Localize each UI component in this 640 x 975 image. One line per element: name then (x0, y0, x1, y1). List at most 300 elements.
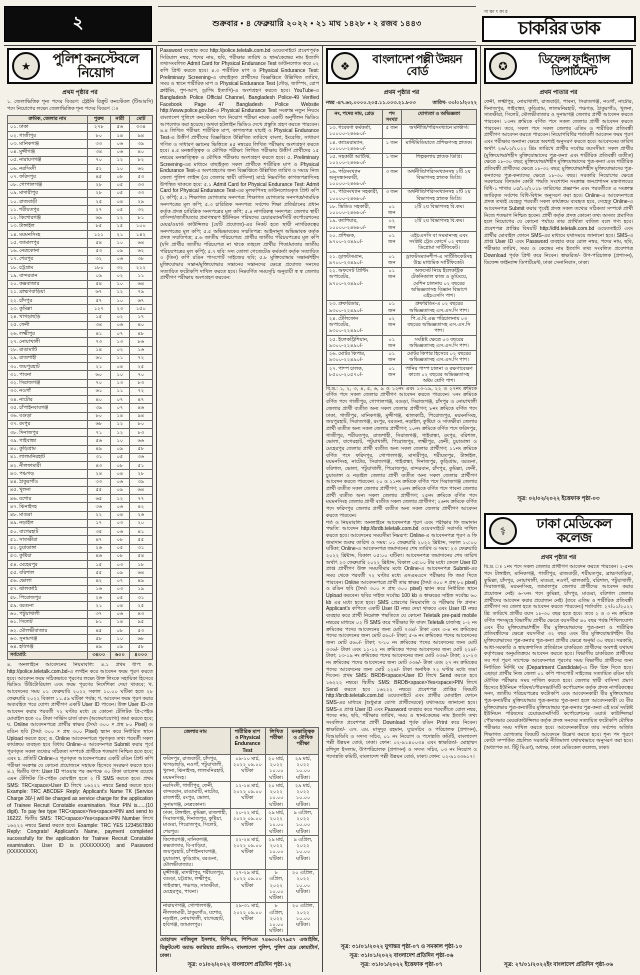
table-cell: ১৭. পরিসংখ্যান সহকারী, ১০০০০-২৪৬৮০/- (327, 188, 383, 203)
table-cell: ০৮ (110, 627, 129, 635)
table-row (8, 330, 153, 338)
table-cell: ০৫ (110, 181, 129, 189)
defence-continued: প্রথম পাতার পর (539, 90, 578, 96)
table-cell: ৩৯ (87, 404, 110, 412)
table-row (8, 544, 153, 552)
table-cell: ২৯ মার্চ, ২০২২ ১০.০০ ঘটিকা। (288, 755, 319, 782)
table-row (8, 148, 153, 156)
table-cell: ৩৯ (129, 140, 152, 148)
table-cell: ৫৩ (87, 247, 110, 255)
table-cell: ৯ এপ্রিল, ২০২২ ১০.০০ ঘটিকা। (288, 836, 319, 869)
table-row (8, 602, 153, 610)
table-header-cell: ক্রমিক, জেলার নাম (8, 115, 88, 123)
table-header-cell: জেলার নাম (161, 728, 231, 755)
defence-ad-header (484, 48, 633, 84)
brdb-memo-date: তারিখ- ৩০/০১/২০২২ (432, 100, 477, 106)
masthead-block (482, 6, 636, 42)
table-cell: ০৬ (110, 148, 129, 156)
table-cell: ৮৩ (129, 379, 152, 387)
table-row (8, 321, 153, 329)
table-header-cell: শারীরিক মাপ ও Physical Endurance Test (230, 728, 265, 755)
table-cell: ৬৩. সুনামগঞ্জ (8, 635, 88, 643)
table-cell: ৪২. নীলফামারী (8, 462, 88, 470)
table-cell: ০৫ (110, 453, 129, 461)
police-source: সূত্র: ০১/০২/২০২২ বাংলাদেশ প্রতিদিন পৃষ্ঠা-১২ (187, 962, 292, 968)
table-cell: ৩৪০০ (87, 651, 110, 659)
table-cell: ১২ (110, 156, 129, 164)
table-cell: ৭১ (87, 429, 110, 437)
police-continuation-text: Password ব্যবহার করে http://police.teletalk.com.bd ওয়েবসাইটে প্রবেশপূর্বক সিরিয়াল নম্বর, পদের নাম, ছবি, পরীক্ষার তারিখ ও স্থান/কেন্দ্রের নাম ইত্যাদি তথ্যসংবলিত Admit Card for Physical Endurance Test ডাউনলোড করে ০২ কপি প্রিন্ট করতে হবে। ৪.৩ শারীরিক মাপ ও Physical Endurance Test: Preliminary Screening-এ বাছাইকৃত প্রার্থীদের বিজ্ঞপ্তিতে উল্লিখিত তারিখ, সময় ও স্থানে শারীরিক মাপ ও Physical Endurance Test (দৌড়, জাম্পিং, রোপ ক্লাইমিং, পুশ-আপ, ড্রাগিং ইত্যাদি)-এ অংশগ্রহণ করতে হবে। YouTube-এ Bangladesh Police Official Channel, Bangladesh Police-49 Verified Facebook Page 47 Bangladesh Police Website http://www.police.gov.bd-এ Physical Endurance Test সংক্রান্ত নতুন নিয়মে বাংলাদেশ পুলিশে কনস্টেবল পদে নিয়োগ পরীক্ষা নামক একটি অনুশীলন ভিডিও আপলোড করা হয়েছে। অথবা হটলাইন ভিডিও দেখে প্রস্তুতি গ্রহণ করতে পারবেন। ৪.৪ লিখিত পরীক্ষা: শারীরিক মাপ, কাগজপত্র যাচাই ও Physical Endurance Test-এ উত্তীর্ণ প্রার্থীদের বিজ্ঞপ্তিতে উল্লিখিত তারিখে বাংলা, ইংরেজি, সাধারণ গণিত ও সাধারণ জ্ঞানের ভিত্তিতে ৪৫ নম্বরের লিখিত পরীক্ষায় অংশগ্রহণ করতে হবে। ৪.৫ মনস্তাত্ত্বিক ও মৌখিক পরীক্ষা: লিখিত পরীক্ষায় উত্তীর্ণ প্রার্থীদের ১৫ নম্বরের মনস্তাত্ত্বিক ও মৌখিক পরীক্ষায় অংশগ্রহণ করতে হবে। ৫. Preliminary Screening-এর মাধ্যমে বাছাইকৃত সকল প্রার্থীকে শারীরিক মাপ ও Physical Endurance Test-এ অংশগ্রহণের জন্য বিজ্ঞপ্তিতে উল্লিখিত তারিখ ও সময়ে নিজ জেলা পুলিশ লাইন্স (যে জেলার স্থায়ী বাসিন্দা) মাঠে নিম্নবর্ণিত কাগজপত্রাদিসহ উপস্থিত থাকতে হবে: ৫.১ Admit Card for Physical Endurance Test: Admit Card for Physical Endurance Test-এর মূলকপিসহ ডাউনলোডকৃত প্রিন্ট কপি (২ কপি); ৫.২ শিক্ষাগত যোগ্যতার সনদপত্র: শিক্ষাগত যোগ্যতার সনদপত্র/সাময়িক সনদপত্রের মূল কপি; ৫.৩ চারিত্রিক সনদপত্র: সর্বশেষ শিক্ষা প্রতিষ্ঠানের প্রধান কর্তৃক প্রদত্ত চারিত্রিক সনদপত্রের মূল কপি; ৫.৪ নাগরিকত্ব সনদপত্র: জেলার স্থায়ী বাসিন্দা/জাতীয়তার প্রমাণস্বরূপ ইউনিয়ন পরিষদের চেয়ারম্যান/সিটি কর্পোরেশনের মেয়র/ওয়ার্ড কাউন্সিলর (যেটি প্রযোজ্য)-এর নিকট হতে স্থায়ী নাগরিকত্বের সনদপত্রের মূল কপি; ৫.৫ অভিভাবকের সম্মতিপত্র: আইনানুগ অভিভাবক কর্তৃক প্রদত্ত সম্মতিপত্র; ৫.৬ জাতীয় পরিচয়পত্র: প্রার্থীর জাতীয় পরিচয়পত্রের মূল কপি (যদি প্রার্থীর জাতীয় পরিচয়পত্র না থাকে তাহলে প্রার্থীর পিতা/মাতার জাতীয় পরিচয়পত্রের মূল কপি); ৫.৭ ছবি: সদ্য তোলা গেজেটেড কর্মকর্তা কর্তৃক সত্যায়িত ৩ (তিন) কপি রঙিন পাসপোর্ট সাইজের ছবি; ৫.৮ মুক্তিযোদ্ধার সন্তান/শহীদ মুক্তিযোদ্ধার সন্তান/মুক্তিযোদ্ধার সন্তানের সন্তানদের ক্ষেত্রে প্রযোজ্য সনদের সত্যায়িত ফটোকপি দাখিল করতে হবে। নিম্নবর্ণিত সময়সূচি অনুযায়ী স্ব স্ব জেলার প্রার্থীগণ পরীক্ষায় অংশগ্রহণ করবেন: (160, 48, 319, 282)
table-cell: ১৭ (129, 313, 152, 321)
table-cell: ০৮. গোপালগঞ্জ (8, 181, 88, 189)
table-cell: ১৭ (87, 519, 110, 527)
table-row (8, 610, 153, 618)
table-cell: ১০. রাজবাড়ী (8, 198, 88, 206)
table-cell: ৪৭. ঝিনাইদহ (8, 503, 88, 511)
table-cell: ৮৫ (87, 222, 110, 230)
table-cell: ১১ (129, 272, 152, 280)
table-cell: ৩৩ (87, 478, 110, 486)
table-cell: ৪৪. ঠাকুরগাঁও (8, 478, 88, 486)
table-cell: ৭২ (129, 387, 152, 395)
table-cell: ৫৭ (87, 297, 110, 305)
table-cell: ২১ (110, 231, 129, 239)
table-cell: ৬০. পটুয়াখালী (8, 610, 88, 618)
table-cell: ৭৭ (129, 495, 152, 503)
table-cell: ২১. ব্রাহ্মণবাড়িয়া (8, 288, 88, 296)
table-cell: ১৬. পরিসংখ্যান অনুসন্ধানকারী, ১০০০০-২৪৬৮০/- (327, 168, 383, 189)
table-cell: ৩৩ (129, 181, 152, 189)
table-cell: ২টি ২য় বিভাগসহ বি.কম। (402, 217, 477, 232)
table-cell: ২৫. ইলেকট্রিশিয়ান, ৯৩০০-২২৪৯০/- (327, 336, 383, 351)
table-cell: ৮৩ (129, 429, 152, 437)
table-cell: সংশ্লিষ্ট ক্ষেত্রে ০৩ বছরের অভিজ্ঞতাসহ এস.এস.সি পাশ। (402, 336, 477, 351)
table-cell: ৪২ (129, 503, 152, 511)
table-cell: ৪১ (87, 330, 110, 338)
table-cell: ১২ (110, 429, 129, 437)
table-cell: ০১ জন (382, 365, 402, 386)
table-cell: ৩৬ (129, 453, 152, 461)
table-cell: ২২ (87, 511, 110, 519)
table-row (8, 354, 153, 362)
table-cell: মোটর কিপার হিসেবে ০২ বছরের অভিজ্ঞতাসহ এস.এস.সি পাশ। (402, 350, 477, 365)
table-cell: ২০. কক্সবাজার (8, 280, 88, 288)
table-cell: ৮০ (87, 132, 110, 140)
table-cell: ৩০. জয়পুরহাট (8, 363, 88, 371)
table-cell: ০২ (110, 272, 129, 280)
table-cell: ৫৮ (129, 445, 152, 453)
table-header-cell: পদ সংখ্যা (382, 110, 402, 125)
table-cell: ৬৮ (129, 635, 152, 643)
table-cell: ০২ জন (382, 315, 402, 336)
table-cell: ৩৮ (129, 255, 152, 263)
table-cell: ১৮. চট্টগ্রাম (8, 264, 88, 272)
table-row (327, 188, 477, 203)
table-cell: ৭০ (87, 379, 110, 387)
brdb-source-2: সূত্র: ৩১/০১/২০২২ বাংলাদেশ প্রতিদিন পৃষ্ঠা-০৬ (349, 953, 454, 959)
table-cell: ০৮ (110, 536, 129, 544)
table-cell: ৫২. চুয়াডাঙ্গা (8, 544, 88, 552)
table-cell: ২৪. টেলিফোন অপারেটর, ৯৩০০-২২৪৯০/- (327, 315, 383, 336)
table-row (8, 264, 153, 272)
table-cell: ১০ (110, 239, 129, 247)
police-ad-header (7, 48, 153, 84)
table-cell: ২০-২২ মার্চ, ২০২২ ০৯.০০ ঘটিকা (230, 809, 265, 836)
brdb-logo-icon: ❖ (331, 52, 359, 80)
table-row (8, 511, 153, 519)
table-cell: ৫৮ (129, 643, 152, 651)
table-cell: ০৯ (110, 643, 129, 651)
table-cell: অফসেট নিয়ে ইলেকট্রিক টেকনিক্যাল কাজ ও ডুয়িংয়ে, মেশিন চালনায় ০২ বছরের অভিজ্ঞতাসহ বিজ্ঞান বিভাগে এইচএসসি পাশ। (402, 267, 477, 300)
table-cell: ৭০ (129, 371, 152, 379)
table-row (8, 247, 153, 255)
table-cell: ০৬ (110, 610, 129, 618)
table-cell: ২৫ (129, 363, 152, 371)
table-cell: ২৭-২৯ মার্চ, ২০২২ ০৯.০০ ঘটিকা (230, 869, 265, 902)
table-cell: ০৫. নারায়ণগঞ্জ (8, 156, 88, 164)
brdb-post-table (326, 109, 477, 386)
page-header (4, 6, 636, 42)
table-cell: ০৮ (110, 173, 129, 181)
table-row (8, 503, 153, 511)
table-cell: ০৪ (110, 198, 129, 206)
table-row (8, 420, 153, 428)
table-cell: ৮০ (129, 420, 152, 428)
table-cell: ৫৯. বরগুনা (8, 602, 88, 610)
table-row (8, 643, 153, 651)
table-cell: ৩৫. চাঁপাইনবাবগঞ্জ (8, 404, 88, 412)
table-cell: ৪১. লালমনিরহাট (8, 453, 88, 461)
table-cell: পি.এ.বি.এক্স পরিচালনায় ০৩ বছরের অভিজ্ঞতাসহ এস.এস.সি পাশ। (402, 315, 477, 336)
table-cell: ০২ (110, 346, 129, 354)
table-row (327, 232, 477, 253)
table-cell: ২২-২৪ মার্চ, ২০২২ ০৯.০০ ঘটিকা (230, 836, 265, 869)
dmc-body-text: বি.দ্র.ঃ ১নং পদে সকল জেলার প্রার্থীগণ আবেদন করতে পারবেন। ২-৫নং পদে টাঙ্গাইল, মানিকগঞ্জ, গাজীপুর, রাজবাড়ী, শরীয়তপুর, ব্রাহ্মণবাড়িয়া, কুমিল্লা, চাঁদপুর, নোয়াখালী, মাগুরা, নওগাঁ, ঝালকাঠি, বরিশাল, পটুয়াখালী, সিরাজগঞ্জ, ময়মনসিংহ, জামালপুর জেলার প্রার্থীদের আবেদন করার প্রয়োজন নেই। ৬-৭নং পদে কুমিল্লা, চাঁদপুর, মাগুরা, বরিশাল জেলার প্রার্থীদের আবেদন করার প্রয়োজন নেই। (তবে এতিম ও শারীরিক প্রতিবন্ধী প্রার্থীগণ সব জেলা হতে আবেদন করতে পারবেন।) শর্তাবলি: ২৭/০১/২০২২ খ্রি: তারিখে প্রার্থীর বয়স ১৮-৩০ বছর হতে হবে। তবে ২ ও ৩ নং ক্রমিকে বর্ণিত পদসমূহে বিভাগীয় প্রার্থীর ক্ষেত্রে বয়সসীমা ৪০ বছর পর্যন্ত শিথিলযোগ্য এবং বীর মুক্তিযোদ্ধা/শহীদ বীর মুক্তিযোদ্ধাদের পুত্র-কন্যা ও শারীরিক প্রতিবন্ধীদের ক্ষেত্রে বয়সসীমা ৩২ বছর এবং বীর মুক্তিযোদ্ধা/শহীদ বীর মুক্তিযোদ্ধাদের পুত্র-কন্যার পুত্র-কন্যা প্রার্থীর ক্ষেত্রে অনূর্ধ্ব ৩০ বছর। সরকারি, আধা-সরকারি ও স্বায়ত্তশাসিত প্রতিষ্ঠানে চাকরিরত প্রার্থীদের অবশ্যই যথাযথ কর্তৃপক্ষের অনুমতিক্রমে আবেদন করতে হবে। বিভাগীয় চাকরিরত প্রার্থীদের সব শর্ত পূরণ সাপেক্ষে আবেদনপত্র পূরণের সময় বিভাগীয় প্রার্থীদের জন্য নির্ধারিত নির্দিষ্ট ঘর (Department Candidate)-এ টিক চিহ্ন দিতে হবে। এছাড়া প্রার্থীর নিজ জেলা ০১ কপি পাসপোর্ট সাইজের সত্যায়িত রঙিন ছবি মৌখিক পরীক্ষার সময় দাখিল করতে হবে। জেলার স্থায়ী বাসিন্দা প্রমাণ হিসেবে ইউনিয়ন পরিষদ/পৌরসভা/সিটি কর্পোরেশন কর্তৃক প্রদত্ত নাগরিকত্বের সনদ, জাতীয় পরিচয়পত্রের ফটোকপি এবং আবেদনকারী বীর মুক্তিযোদ্ধার পুত্র-কন্যা/বীর মুক্তিযোদ্ধার পুত্র-কন্যার পুত্র-কন্যা হলে আবেদনকারী যে বীর মুক্তিযোদ্ধার পুত্র-কন্যা/বীর মুক্তিযোদ্ধার পুত্র-কন্যার পুত্র-কন্যা এই মর্মে সংশ্লিষ্ট ইউনিয়ন পরিষদের চেয়ারম্যান/সিটি কর্পোরেশনের ওয়ার্ড কাউন্সিলর/পৌরসভার মেয়র/কাউন্সিলর কর্তৃক প্রদত্ত সনদের সত্যায়িত ফটোকপি মৌখিক পরীক্ষার সময় দাখিল করতে হবে। আবেদনকারীকে তার সর্বশেষ অর্জিত শিক্ষাগত যোগ্যতার বিষয়টি আবেদনে উল্লেখ করতে হবে। শূন্য পদ পূরণে কোটা সম্পর্কিত প্রচলিত সরকারি নীতিমালা যথাযথভাবে অনুসরণ করা হবে। (অধ্যাপক ডা. টিটু মিঞা), অধ্যক্ষ, ঢাকা মেডিকেল কলেজ, ঢাকা। (484, 564, 633, 751)
table-cell: ২৬ (129, 511, 152, 519)
table-header-cell: লিখিত পরীক্ষা (265, 728, 288, 755)
table-cell: ৫৫. বরিশাল (8, 569, 88, 577)
table-cell: এইচএসসি বা সমমানসহ এবং সংশ্লিষ্ট ট্রেড কোর্সে ০২ বছরের ডিপ্লোমা সার্টিফিকেট। (402, 232, 477, 253)
table-cell: ০২ জন (382, 217, 402, 232)
table-cell: ৫৪ (129, 552, 152, 560)
table-cell: ৭৩ (87, 338, 110, 346)
table-row (8, 156, 153, 164)
table-cell: ২২. চাঁদপুর (8, 297, 88, 305)
table-cell: ০৫ (110, 206, 129, 214)
masthead-tagline (482, 9, 636, 16)
table-cell: ১০০ (129, 222, 152, 230)
table-cell: ১২১ (87, 231, 110, 239)
table-cell: নারায়ণগঞ্জ, গোপালগঞ্জ, নীলফামারী, ঠাকুরগাঁও, যশোর, নড়াইল, নোয়াখালী, বাগেরহাট, হবিগঞ্জ, জামালপুর। (161, 902, 231, 935)
defence-body-text: ফেনী, লক্ষ্মীপুর, নোয়াখালী, রাজবাড়ী, পাবনা, সিরাজগঞ্জ, নওগাঁ, নাটোর, দিনাজপুর, গাইবান্ধা, কুড়িগ্রাম, লালমনিরহাট, পঞ্চগড়, ঠাকুরগাঁও, খুলনা, সাতক্ষীরা, সিলেট, মৌলভীবাজার ও সুনামগঞ্জ জেলার প্রার্থী আবেদন করতে পারবেন। ১৩নং ক্রমিকে বর্ণিত পদে সকল জেলার প্রার্থী আবেদন করতে পারবেন। তবে, সকল পদে সকল জেলার এতিম ও শারীরিক প্রতিবন্ধী প্রার্থীগণ আবেদন করতে পারবেন। নিয়োগবিধির শর্তাবলী আবেদন ফরম পূরণ এবং পরীক্ষার অন্যান্য ক্ষেত্রে অবশ্যই অনুসরণ করতে হবে। আবেদনের তারিখ অর্থাৎ ২৬/০২/২০২২ খ্রিঃ তারিখে প্রার্থীর সর্বোচ্চ বয়সসীমা: সকল প্রার্থীর (মুক্তিযোদ্ধা/শহীদ মুক্তিযোদ্ধাদের পুত্র-কন্যা এবং শারীরিক প্রতিবন্ধী ব্যতীত) ক্ষেত্রে ১৮-৩০ বছর; মুক্তিযোদ্ধা/শহীদ মুক্তিযোদ্ধাদের পুত্র-কন্যা এবং শারীরিক প্রতিবন্ধী প্রার্থীদের ক্ষেত্রে ১৮-৩২ বছর; মুক্তিযোদ্ধা/শহীদ মুক্তিযোদ্ধাদের পুত্র-কন্যাদের পুত্র-কন্যাদের ক্ষেত্রে ১৮-৩০ বছর। সরকারি নিয়োগের ক্ষেত্রে সরকারের বিদ্যমান কোটা পদ্ধতি সংশোধন সংক্রান্ত জনপ্রশাসন মন্ত্রণালয়ের বিধি-১ শাখার ০৫/১২/২০১৮ তারিখের প্রজ্ঞাপন এবং পরবর্তীতে এ সংক্রান্ত জারিকৃত সর্বশেষ বিধি-বিধান অনুসরণ করা হবে। Online-এ আবেদনপত্রে প্রদত্ত তথ্যই যেহেতু পরবর্তী সকল কার্যক্রমে ব্যবহৃত হবে, সেহেতু Online-এ আবেদনপত্র Submit করার পূর্বেই প্রদত্ত সকল তথ্যের সঠিকতা সম্পর্কে প্রার্থী নিজে শতভাগ নিশ্চিত হবেন। প্রার্থী কর্তৃক প্রদত্ত কোনো তথ্য অসত্য প্রমাণিত হলে নিয়োগের যে কোনো পর্যায়ে তার প্রার্থিতা বাতিল বলে গণ্য হবে। প্রবেশপত্র প্রাপ্তির বিষয়টি http://dfd.teletalk.com.bd ওয়েবসাইটে এবং প্রার্থীর মোবাইল ফোনে SMS-এর মাধ্যমে যথাসময়ে জানানো হবে। SMS-এ প্রাপ্ত User ID এবং Password ব্যবহার করে রোল নম্বর, পদের নাম, ছবি, পরীক্ষার তারিখ, সময় ও কেন্দ্রের নাম ইত্যাদি তথ্য সংবলিত প্রবেশপত্র Download পূর্বক প্রিন্ট করে নিবেন। স্বাক্ষরিত/- উপ-পরিচালক (প্রশাসন), ডিফেন্স ফাইন্যান্স ডিপার্টমেন্ট, ঢাকা সেনানিবাস, ঢাকা। (484, 99, 633, 266)
table-cell: ২৯-৩১ মার্চ, ২০২২ ০৯.০০ ঘটিকা (230, 902, 265, 935)
table-cell: ২৮ (129, 470, 152, 478)
table-cell: ড্রাফটসম্যানশীপ-এ সার্টিফিকেটসহ উচ্চ মাধ্যমিক সার্টিফিকেট। (402, 253, 477, 268)
table-cell: শিল্পকলায় স্নাতক ডিগ্রি। (402, 153, 477, 168)
table-cell: ১২-১৪ মার্চ, ২০২২ ০৯.০০ ঘটিকা (230, 782, 265, 809)
table-cell: অর্থনীতি/পরিসংখ্যানসহ ২টি ২য় বিভাগসহ স্নাতক ডিগ্রি। (402, 168, 477, 189)
table-header-cell: নারী (110, 115, 129, 123)
table-cell: ১৩ (110, 338, 129, 346)
table-row (8, 123, 153, 131)
table-cell: ৬৪. হবিগঞ্জ (8, 643, 88, 651)
table-cell: ২৪ (87, 470, 110, 478)
table-cell: ৭২ (129, 354, 152, 362)
table-cell: ৫৮ (87, 635, 110, 643)
table-cell: ১৯. ক্যাশিয়ার, ১০০০০-২৪৬৮০/- (327, 217, 383, 232)
table-cell: ৬২. মৌলভীবাজার (8, 627, 88, 635)
exam-schedule-table (160, 727, 319, 936)
table-cell: ৯ এপ্রিল, ২০২২ ১০.০০ ঘটিকা। (288, 809, 319, 836)
table-row (161, 869, 319, 902)
table-cell: ০১. ঢাকা (8, 123, 88, 131)
table-cell: ৩৭ (87, 610, 110, 618)
table-cell: ৫৬ (110, 123, 129, 131)
table-cell: ৩৭. রংপুর (8, 420, 88, 428)
table-cell: ২১ (87, 363, 110, 371)
table-cell: ২৬ (87, 594, 110, 602)
table-cell: ১৬. নেত্রকোনা (8, 247, 88, 255)
table-row (327, 253, 477, 268)
table-cell: ২৬. মোটর কিপার, ৯৩০০-২২৪৯০/- (327, 350, 383, 365)
table-cell: ৯৪ (129, 412, 152, 420)
table-header-row (327, 110, 477, 125)
table-cell: ৬১ (87, 354, 110, 362)
table-cell: ০৮ (110, 552, 129, 560)
table-cell: ০৩. মানিকগঞ্জ (8, 140, 88, 148)
table-cell: ৪০ (129, 148, 152, 156)
table-row (327, 124, 477, 139)
table-cell: ৩৪. নাটোর (8, 396, 88, 404)
table-cell: ৪৩ (129, 610, 152, 618)
table-cell: ৭৯ (129, 288, 152, 296)
table-row (8, 371, 153, 379)
table-cell: ২৫ (129, 602, 152, 610)
table-cell: ০৫ (110, 189, 129, 197)
table-row (8, 165, 153, 173)
table-cell: ২৬. লক্ষ্মীপুর (8, 330, 88, 338)
table-cell: ০৩ (110, 519, 129, 527)
table-cell: ০১ জন (382, 203, 402, 218)
table-cell: ৪০ (87, 396, 110, 404)
table-cell: ২৮. রাঙামাটি (8, 346, 88, 354)
table-cell: ৪৬. যশোর (8, 495, 88, 503)
table-cell: ৫৪ (87, 239, 110, 247)
table-cell: ৯৪ (129, 132, 152, 140)
table-row (327, 267, 477, 300)
table-row (8, 519, 153, 527)
columns (4, 45, 636, 972)
table-cell: ২৮ (87, 189, 110, 197)
table-cell: ৪৮. মাগুরা (8, 511, 88, 519)
police-title: পুলিশ কনস্টেবলে নিয়োগ (52, 51, 139, 81)
table-cell: ২৯ মার্চ, ২০২২ ১০.০০ ঘটিকা। (265, 836, 288, 869)
table-cell: ১৫ (110, 222, 129, 230)
table-cell: ০৯ (110, 486, 129, 494)
table-cell: ২০ মার্চ, ২০২২ ১০.০০ ঘটিকা। (265, 782, 288, 809)
table-cell: ১৫ (87, 561, 110, 569)
table-header-cell: মোট (129, 115, 152, 123)
table-cell: ২৮ (87, 181, 110, 189)
table-cell: ১২ (110, 214, 129, 222)
table-cell: ০৩ (110, 561, 129, 569)
table-row (161, 809, 319, 836)
table-cell: ২৩ (110, 305, 129, 313)
table-cell: মুন্সীগঞ্জ, মাদারীপুর, শরীয়তপুর, বগুড়া, চট্টগ্রাম, লক্ষ্মীপুর, গাইবান্ধা, পঞ্চগড়, সাতক্ষীরা, মেহেরপুর, পাবনা। (161, 869, 231, 902)
table-cell: ৬২ (129, 247, 152, 255)
table-cell: ৮৬ (129, 338, 152, 346)
table-cell: ২৪. খাগড়াছড়ি (8, 313, 88, 321)
table-cell: ৪৬ (87, 552, 110, 560)
table-cell: ৫০. বাগেরহাট (8, 528, 88, 536)
table-cell: ১৪২ (129, 231, 152, 239)
table-cell: ০৯ (87, 272, 110, 280)
table-cell: ৩২ (87, 255, 110, 263)
table-cell: ৮০ (87, 412, 110, 420)
table-cell: ০১ জন (382, 267, 402, 300)
masthead-title: চাকরির ডাক (482, 16, 636, 42)
table-row (8, 453, 153, 461)
table-cell: ঢাকা, টাঙ্গাইল, কুমিল্লা, রাজশাহী, সিরাজগঞ্জ, দিনাজপুর, কুষ্টিয়া, মাগুরা, পিরোজপুর, সিলেট, শেরপুর। (161, 809, 231, 836)
table-cell: ৩১ (87, 453, 110, 461)
table-cell: ১৩. গবেষণা কর্মকর্তা, ১০০০০-২৪৬৮০/- (327, 124, 383, 139)
table-cell: ০৬ (110, 255, 129, 263)
table-cell: ০৬ (110, 140, 129, 148)
table-cell: ১৪. ক্যামেরাম্যান, ১০০০০-২৪৬৮০/- (327, 139, 383, 154)
table-row (8, 288, 153, 296)
table-cell: অর্থনীতি/পরিসংখ্যানসহ ২টি ২য় বিভাগসহ স্নাতক ডিগ্রি। (402, 188, 477, 203)
table-cell: ৬২ (129, 165, 152, 173)
table-row (8, 313, 153, 321)
table-cell: ২২. অফসেট প্রিন্টিং অপারেটর, ৯৭০০-২৩৪৯০/- (327, 267, 383, 300)
page-number: ২ (4, 6, 152, 42)
table-row (8, 280, 153, 288)
table-cell: ৬৫ (87, 495, 110, 503)
table-cell: ১৯ (129, 585, 152, 593)
table-cell: ৮১ (87, 618, 110, 626)
table-cell: ৮ এপ্রিল, ২০২২ ১০.০০ ঘটিকা। (265, 869, 288, 902)
table-row (8, 561, 153, 569)
table-row (8, 387, 153, 395)
table-cell: ৫৩ (129, 627, 152, 635)
table-cell: ০৭. ফরিদপুর (8, 173, 88, 181)
table-header-cell: পুরুষ (87, 115, 110, 123)
table-cell: ৫৫ (87, 569, 110, 577)
dmc-ad-header (484, 513, 633, 549)
table-row (8, 140, 153, 148)
dateline: শুক্রবার • ৪ ফেব্রুয়ারি ২০২২ • ২১ মাঘ ১৪২৮ • ২ রজব ১৪৪৩ (158, 6, 476, 42)
brdb-source-1: সূত্র: ৩১/০১/২০২২ যুগান্তর পৃষ্ঠা-০৭ ও সমকাল পৃষ্ঠা-১০ (340, 944, 463, 950)
table-cell: ০১ জন (382, 232, 402, 253)
table-cell: প্রুফরিডিং-এ ০২ বছরের অভিজ্ঞতাসহ এস.এস.সি পাশ। (402, 300, 477, 315)
table-cell: ১৩ (110, 379, 129, 387)
table-cell: ৩২. সিরাজগঞ্জ (8, 379, 88, 387)
police-rules-text: ৪. অনলাইনে আবেদনের নিয়মাবলি: ৪.১ প্রথম ধাপ: ক. http://police.teletalk.com.bd-এ লগইন করে আবেদন ফরম পূরণ করতে হবে। আবেদন ফরম সঠিকভাবে পূরণের লক্ষ্যে উক্ত লিংকে সহায়িকা হিসেবে ভিডিও টিউটোরিয়াল এবং ফরম পূরণের নির্দেশিকা দেয়া থাকবে; খ. আবেদনের সময় ০১ ফেব্রুয়ারি ২০২২ সকাল ১০.০০ ঘটিকা হতে ২৮ ফেব্রুয়ারি ২০২২ বিকাল ১১.৫৯ ঘটিকা পর্যন্ত; গ. আবেদন ফরম পূরণ করার অব্যবহিত পরে যোগ্য প্রার্থীগণ একটি User ID পাবেন। উক্ত User ID-তে আবেদন করার পরবর্তী ৭২ ঘণ্টার মধ্যে যে কোনো টেলিটক প্রি-পেইড মোবাইল হতে ৩০ টাকা সার্ভিস চার্জ বাবদ (অফেরৎযোগ্য) জমা করতে হবে; ঘ. Online আবেদনপত্রে প্রার্থীর স্বাক্ষর (দৈর্ঘ্য ৩০০ × প্রস্থ ৮০ Pixel) ও রঙিন ছবি (দৈর্ঘ্য ৩০০ × প্রস্থ ৩০০ Pixel) স্ক্যান করে নির্ধারিত স্থানে Upload করতে হবে; ঙ. Online আবেদনপত্রে পূরণকৃত তথ্য পরবর্তী সকল কার্যক্রমে ব্যবহৃত হবে বিধায় Online-এ আবেদনপত্র Submit করার পূর্বে পূরণকৃত সকল তথ্যের সঠিকতা সম্পর্কে প্রার্থীকে শতভাগ নিশ্চিত হতে হবে; এবং চ. প্রতিটি Online-এ পূরণকৃত আবেদনপত্রের একটি রঙিন প্রিন্ট কপি পরীক্ষা সংক্রান্ত যে কোনো প্রয়োজনে সহায়ক হিসেবে সংরক্ষণ করতে হবে। ৪.২ দ্বিতীয় ধাপ: User ID পাওয়ার পর কমপক্ষে ৩০ টাকা ব্যালেন্স রয়েছে এমন টেলিটক প্রি-পেইড মোবাইল হতে ২ টি SMS করতে হবে। প্রথম SMS: TRC<space>User ID লিখে ১৬২২২ নম্বরে Send করতে হবে। Example: TRC ABCDEF Reply: Applicant's Name TK (Service Charge 30/-) will be charged as service charge for the application of Trainee Recruit Constable examination. Your PIN is......(10 digit). To pay fee type TRC<space>Yes<space>PIN and send to 16222. দ্বিতীয় SMS: TRC<space>Yes<space>PIN Number লিখে ১৬২২২ নম্বরে Send করতে হবে। Example: TRC YES 1234567890 Reply: Congrats! Applicant's Name, payment completed successfully for the application for Trainee Recruit Constable examination. User ID is (XXXXXXXX) and Password (XXXXXXXX). (7, 662, 153, 856)
table-row (327, 315, 477, 336)
table-cell: ৪৭ (87, 536, 110, 544)
table-cell: ১৬ (129, 346, 152, 354)
table-row (327, 350, 477, 365)
table-row (8, 181, 153, 189)
table-cell: ০৪ (110, 511, 129, 519)
continued-from-page1: প্রথম পৃষ্ঠার পর (62, 90, 98, 97)
table-cell: ৬৪ (129, 569, 152, 577)
table-cell: ১৪. ময়মনসিংহ (8, 231, 88, 239)
dmc-continued: প্রথম পৃষ্ঠার পর (540, 555, 577, 562)
brdb-note-text: বি.দ্র.: ১, ২, ৩, ৪, ৫, ৬, ৯ ও ১২নং এবং ১৩-১৯, ২২ ও ২৭নং ক্রমিকে বর্ণিত পদে সকল জেলার প্রার্থীগণ আবেদন করতে পারবেন। ৭নং ক্রমিকে বর্ণিত পদে গাজীপুর, গোপালগঞ্জ, বগুড়া, সিরাজগঞ্জ, চাঁদপুর ও নোয়াখালী জেলার প্রার্থী ব্যতীত অন্য সকল জেলার প্রার্থীগণ; ৮নং ক্রমিকে বর্ণিত পদে ঢাকা, গাজীপুর, মানিকগঞ্জ, মুন্সীগঞ্জ, ঝালকাঠি, পিরোজপুর, ময়মনসিংহ, জয়পুরহাট, সিরাজগঞ্জ, রংপুর, বরগুনা, নড়াইল, কুষ্টিয়া ও সাতক্ষীরা জেলার প্রার্থী ব্যতীত অন্য সকল জেলার প্রার্থীগণ; ১০নং ক্রমিকে বর্ণিত পদে ফরিদপুর, গাজীপুর, শরীয়তপুর, রাজশাহী, সিরাজগঞ্জ, গাইবান্ধা, রংপুর, বরিশাল, ভোলা, বাগেরহাট, পটুয়াখালী, পিরোজপুর, লক্ষ্মীপুর, ফেনী, চুয়াডাঙ্গা ও মেহেরপুর জেলার প্রার্থী ব্যতীত অন্য সকল জেলার প্রার্থীগণ; ১১নং ক্রমিকে বর্ণিত পদে ফরিদপুর, গোপালগঞ্জ, মাদারীপুর, শরীয়তপুর, টাঙ্গাইল, ময়মনসিংহ, নাটোর, সিরাজগঞ্জ, গাইবান্ধা, দিনাজপুর, কুড়িগ্রাম, বরগুনা, বরিশাল, ভোলা, পটুয়াখালী, পিরোজপুর, বান্দরবান, চাঁদপুর, কুমিল্লা, ফেনী, চুয়াডাঙ্গা ও নড়াইল জেলার প্রার্থী ব্যতীত অন্য সকল জেলার প্রার্থীগণ আবেদন করতে পারবেন। ২০ ও ২১নং ক্রমিকে বর্ণিত পদে সিরাজগঞ্জ জেলার প্রার্থী ব্যতীত সকল জেলার প্রার্থীগণ; ২৪নং ক্রমিকে বর্ণিত পদে পাবনা জেলার প্রার্থী ব্যতীত অন্য সকল জেলার প্রার্থীগণ; ২৫নং ক্রমিকে বর্ণিত পদে ময়মনসিংহ জেলার প্রার্থী ব্যতীত সকল জেলার প্রার্থীগণ; ২৬নং ক্রমিকে বর্ণিত পদে ফরিদপুর জেলার প্রার্থী ব্যতীত অন্য সকল জেলার প্রার্থীগণ আবেদন করতে পারবেন। (326, 385, 477, 519)
table-cell: ০৯ (110, 247, 129, 255)
table-cell: ৫৬. ভোলা (8, 577, 88, 585)
table-cell: ৩ জন (382, 188, 402, 203)
table-cell: ৩ জন (382, 168, 402, 189)
table-cell: ০৯-১০ মার্চ, ২০২২ ০৯.০০ ঘটিকা (230, 755, 265, 782)
table-row (161, 836, 319, 869)
table-cell: ৭০ (87, 156, 110, 164)
table-cell: অর্থনীতি/পরিসংখ্যানে মাস্টার্স। (402, 124, 477, 139)
table-cell: ৪১ (129, 528, 152, 536)
table-row (8, 429, 153, 437)
table-row (8, 594, 153, 602)
table-cell: ১১ (110, 354, 129, 362)
table-cell: ২৫. ফেনী (8, 321, 88, 329)
table-cell: ০৭ (110, 577, 129, 585)
table-row (8, 437, 153, 445)
table-cell: ৪৮ (129, 330, 152, 338)
table-cell: ৩৬ (87, 503, 110, 511)
table-cell: ১২৭ (87, 305, 110, 313)
table-cell: ৫৩ (129, 173, 152, 181)
table-cell: ৫৩. কুষ্টিয়া (8, 552, 88, 560)
table-cell: ৩৪ (87, 148, 110, 156)
table-cell: ৫২ (87, 165, 110, 173)
table-row (8, 173, 153, 181)
table-cell: ৬১. সিলেট (8, 618, 88, 626)
table-row (8, 214, 153, 222)
table-cell: ১০ (110, 297, 129, 305)
table-row (8, 346, 153, 354)
table-cell: ২০ মার্চ, ২০২২ ১০.০০ ঘটিকা। (265, 755, 288, 782)
table-cell: ৪৩ (87, 462, 110, 470)
district-table-body (8, 123, 153, 659)
table-row (8, 239, 153, 247)
table-cell: ০৪. মুন্সীগঞ্জ (8, 148, 88, 156)
table-cell: ০৮ (110, 462, 129, 470)
table-row (8, 272, 153, 280)
table-cell: ০৬ (110, 528, 129, 536)
table-cell: ২১. ড্রাফটসম্যান, ৯৭০০-২৩৪৯০/- (327, 253, 383, 268)
table-cell: ১৪ (110, 618, 129, 626)
table-cell: ২৭ (87, 206, 110, 214)
table-cell: ২৭. নোয়াখালী (8, 338, 88, 346)
table-cell: ৪২ (87, 577, 110, 585)
table-cell: ২৯ (129, 198, 152, 206)
table-cell: ৩৫ (87, 528, 110, 536)
table-cell: ৪৯ (129, 577, 152, 585)
table-cell: ৪৯ (87, 643, 110, 651)
table-cell: ৯৫ (129, 618, 152, 626)
table-row (327, 336, 477, 351)
table-cell: ০৬. নরসিংদী (8, 165, 88, 173)
table-header-row (161, 728, 319, 755)
table-cell: ৪৯. নড়াইল (8, 519, 88, 527)
table-cell: ৮২ (129, 156, 152, 164)
table-row (327, 300, 477, 315)
table-row (327, 168, 477, 189)
table-row (8, 222, 153, 230)
police-crest-icon: ★ (12, 52, 40, 80)
table-cell: ১ জন (382, 139, 402, 154)
table-cell: ১০ (110, 371, 129, 379)
